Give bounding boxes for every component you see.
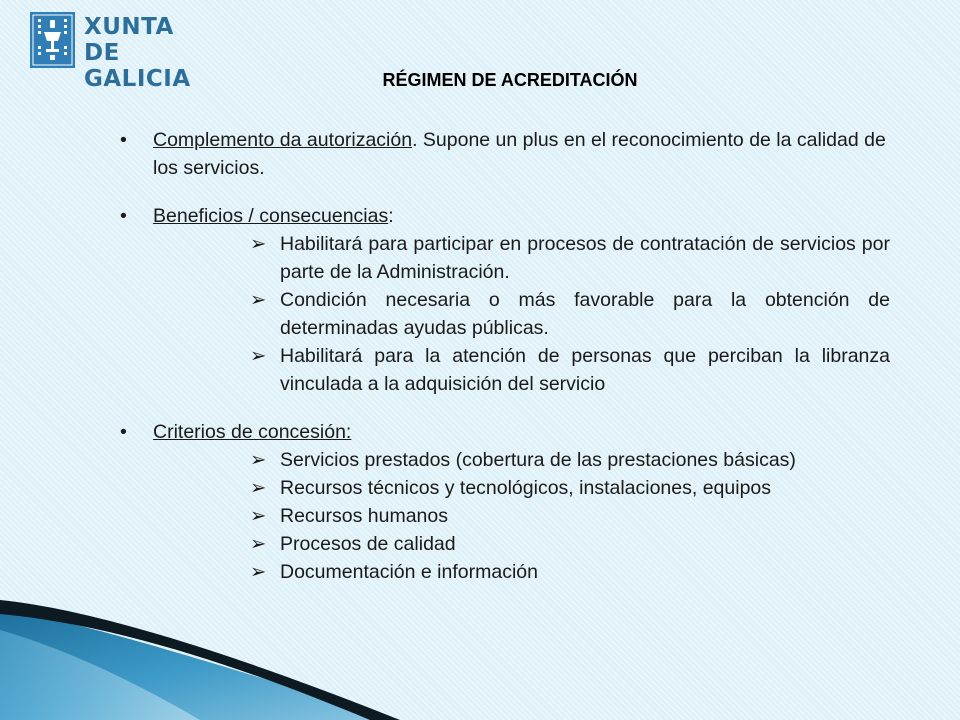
section-beneficios [120,202,890,398]
sub-list [250,230,890,398]
sub-item-text: Procesos de calidad [280,533,456,555]
sub-item-text: Habilitará para la atención de personas que perciban la libranza vinculada a la adquisición del servicio [280,345,890,395]
bullet-dot: • [120,421,127,443]
bullet-dot: • [120,205,127,227]
bullet-heading: Criterios de concesión: [153,421,352,443]
bullet-text: : [388,205,394,227]
arrow-bullet-icon: ➢ [250,233,267,255]
sub-item-text: Servicios prestados (cobertura de las prestaciones básicas) [280,449,796,471]
sub-item-text: Recursos humanos [280,505,448,527]
sub-item [250,474,890,502]
arrow-bullet-icon: ➢ [250,289,267,311]
arrow-bullet-icon: ➢ [250,533,267,555]
galicia-shield-icon [30,12,75,68]
sub-item [250,230,890,286]
sub-item-text: Recursos técnicos y tecnológicos, instalaciones, equipos [280,477,772,499]
sub-item-text: Documentación e información [280,561,538,583]
bullet-text: . Supone un plus en el reconocimiento de la calidad de los servicios. [153,129,886,179]
decorative-swoosh [0,600,400,720]
sub-item-text: Habilitará para participar en procesos de contratación de servicios por parte de la Administración. [280,233,890,283]
sub-item [250,530,890,558]
arrow-bullet-icon: ➢ [250,477,267,499]
bullet-item [120,418,890,446]
sub-item-text: Condición necesaria o más favorable para la obtención de determinadas ayudas públicas. [280,289,890,339]
slide-title: RÉGIMEN DE ACREDITACIÓN [382,70,638,90]
bullet-item [120,202,890,230]
sub-item [250,446,890,474]
arrow-bullet-icon: ➢ [250,449,267,471]
slide-content [120,126,890,606]
bullet-heading: Complemento da autorización [153,129,413,151]
bullet-item [120,126,890,182]
section-criterios [120,418,890,586]
arrow-bullet-icon: ➢ [250,505,267,527]
sub-item [250,286,890,342]
logo-line-2: DE GALICIA [84,40,191,92]
arrow-bullet-icon: ➢ [250,561,267,583]
logo-line-1: XUNTA [84,14,174,40]
arrow-bullet-icon: ➢ [250,345,267,367]
bullet-heading: Beneficios / consecuencias [153,205,389,227]
section-complemento [120,126,890,182]
sub-item [250,558,890,586]
sub-list [250,446,890,586]
xunta-logo [30,12,220,92]
sub-item [250,502,890,530]
sub-item [250,342,890,398]
bullet-dot: • [120,129,127,151]
